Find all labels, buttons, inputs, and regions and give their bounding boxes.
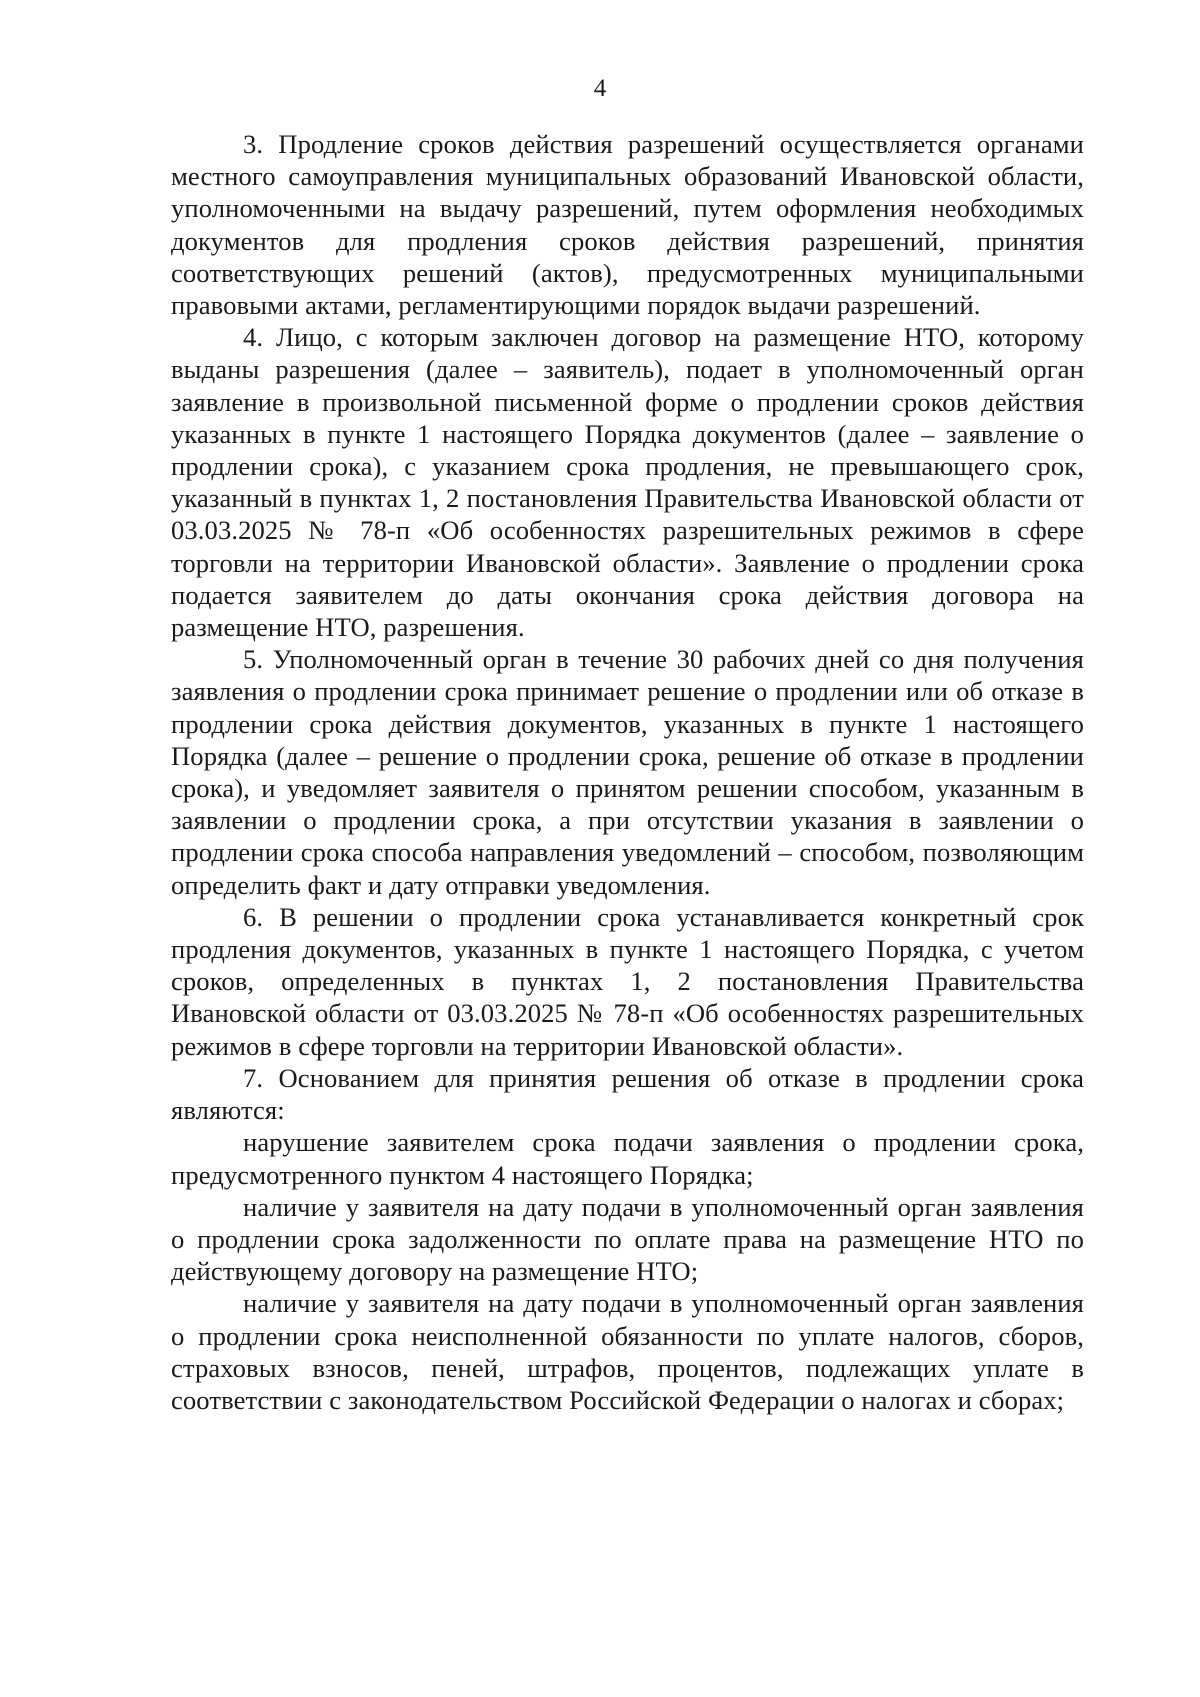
paragraph-6: 6. В решении о продлении срока устанавливается конкретный срок продления документов, указанных в пункте 1 настоящего Порядка, с учетом сроков, определенных в пунктах 1, 2 постановления Правительства Ивановской области от 03.03.2025 № 78-п «Об особенностях разрешительных режимов в сфере торговли на территории Ивановской области». <box>171 901 1084 1061</box>
paragraph-7-item-2: наличие у заявителя на дату подачи в уполномоченный орган заявления о продлении срока задолженности по оплате права на размещение НТО по действующему договору на размещение НТО; <box>171 1191 1084 1287</box>
document-body <box>171 128 1084 1416</box>
paragraph-7-item-1: нарушение заявителем срока подачи заявления о продлении срока, предусмотренного пунктом 4 настоящего Порядка; <box>171 1127 1084 1190</box>
paragraph-7-item-3: наличие у заявителя на дату подачи в уполномоченный орган заявления о продлении срока неисполненной обязанности по уплате налогов, сборов, страховых взносов, пеней, штрафов, процентов, подлежащих уплате в соответствии с законодательством Российской Федерации о налогах и сборах; <box>171 1288 1084 1415</box>
page-number: 4 <box>593 75 607 102</box>
paragraph-3: 3. Продление сроков действия разрешений осуществляется органами местного самоуправления муниципальных образований Ивановской области, уполномоченными на выдачу разрешений, путем оформления необходимых документов для продления сроков действия разрешений, принятия соответствующих решений (актов), предусмотренных муниципальными правовыми актами, регламентирующими порядок выдачи разрешений. <box>171 129 1084 321</box>
paragraph-7: 7. Основанием для принятия решения об отказе в продлении срока являются: <box>171 1062 1084 1126</box>
paragraph-4: 4. Лицо, с которым заключен договор на размещение НТО, которому выданы разрешения (далее – заявитель), подает в уполномоченный орган заявление в произвольной письменной форме о продлении сроков действия указанных в пункте 1 настоящего Порядка документов (далее – заявление о продлении срока), с указанием срока продления, не превышающего срок, указанный в пунктах 1, 2 постановления Правительства Ивановской области от 03.03.2025 № 78-п «Об особенностях разрешительных режимов в сфере торговли на территории Ивановской области». Заявление о продлении срока подается заявителем до даты окончания срока действия договора на размещение НТО, разрешения. <box>171 322 1084 643</box>
paragraph-5: 5. Уполномоченный орган в течение 30 рабочих дней со дня получения заявления о продлении срока принимает решение о продлении или об отказе в продлении срока действия документов, указанных в пункте 1 настоящего Порядка (далее – решение о продлении срока, решение об отказе в продлении срока), и уведомляет заявителя о принятом решении способом, указанным в заявлении о продлении срока, а при отсутствии указания в заявлении о продлении срока способа направления уведомлений – способом, позволяющим определить факт и дату отправки уведомления. <box>171 644 1084 900</box>
